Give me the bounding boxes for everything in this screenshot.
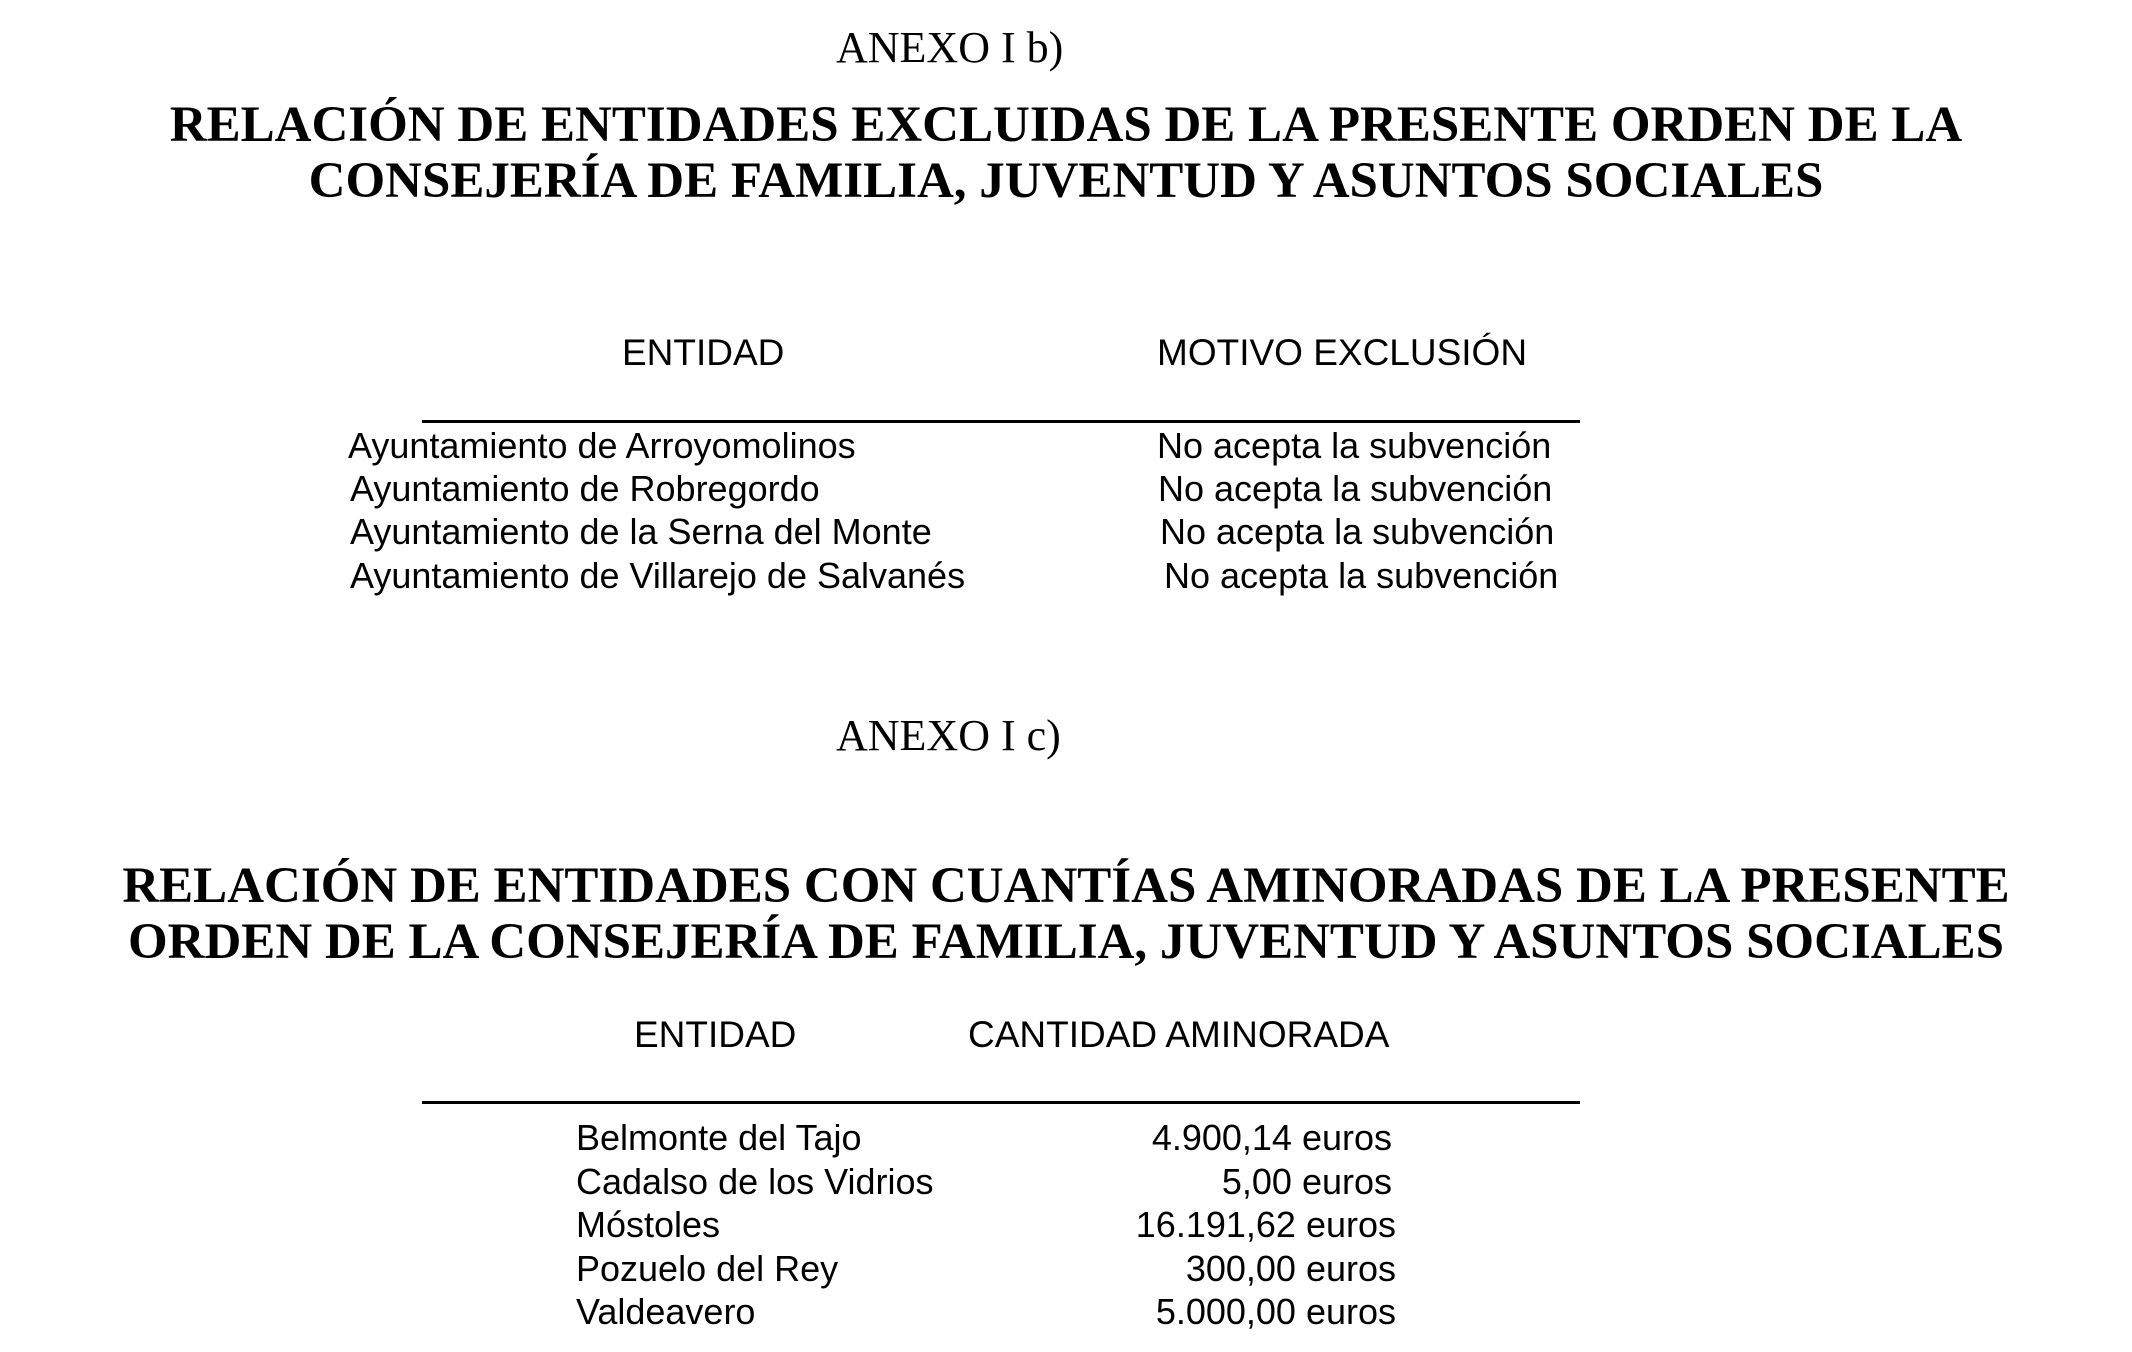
annex-b-header-reason: MOTIVO EXCLUSIÓN [1157,332,1528,373]
table-row-reason: No acepta la subvención [1158,468,1553,509]
table-row-entity: Ayuntamiento de Arroyomolinos [348,425,856,466]
annex-c-label: ANEXO I c) [836,711,1061,760]
annex-c-header-entity: ENTIDAD [634,1014,797,1055]
table-row-entity: Ayuntamiento de Robregordo [350,468,820,509]
annex-b-header-rule [422,420,1580,423]
table-row-reason: No acepta la subvención [1157,425,1552,466]
table-row-amount: 4.900,14 euros [1151,1117,1392,1158]
annex-c-header-rule [422,1101,1580,1104]
table-row-entity: Ayuntamiento de la Serna del Monte [350,511,932,552]
table-row-entity: Pozuelo del Rey [576,1248,839,1289]
table-row-amount: 16.191,62 euros [1135,1204,1396,1245]
annex-c-title-line-2: ORDEN DE LA CONSEJERÍA DE FAMILIA, JUVENTUD Y ASUNTOS SOCIALES [127,914,2005,970]
annex-c-title-line-1: RELACIÓN DE ENTIDADES CON CUANTÍAS AMINORADAS DE LA PRESENTE [122,858,2010,914]
annex-b-title-line-2: CONSEJERÍA DE FAMILIA, JUVENTUD Y ASUNTOS SOCIALES [308,153,1824,209]
table-row-reason: No acepta la subvención [1160,511,1555,552]
table-row-amount: 5,00 euros [1221,1161,1392,1202]
table-row-amount: 5.000,00 euros [1155,1291,1396,1332]
table-row-entity: Ayuntamiento de Villarejo de Salvanés [350,555,966,596]
table-row-entity: Móstoles [576,1204,721,1245]
table-row-reason: No acepta la subvención [1164,555,1559,596]
annex-c-header-amount: CANTIDAD AMINORADA [968,1014,1390,1055]
table-row-entity: Cadalso de los Vidrios [576,1161,934,1202]
table-row-entity: Valdeavero [576,1291,756,1332]
table-row-amount: 300,00 euros [1185,1248,1396,1289]
annex-b-label: ANEXO I b) [836,23,1064,72]
annex-b-title-line-1: RELACIÓN DE ENTIDADES EXCLUIDAS DE LA PRESENTE ORDEN DE LA [169,97,1963,153]
table-row-entity: Belmonte del Tajo [576,1117,862,1158]
annex-b-header-entity: ENTIDAD [622,332,785,373]
